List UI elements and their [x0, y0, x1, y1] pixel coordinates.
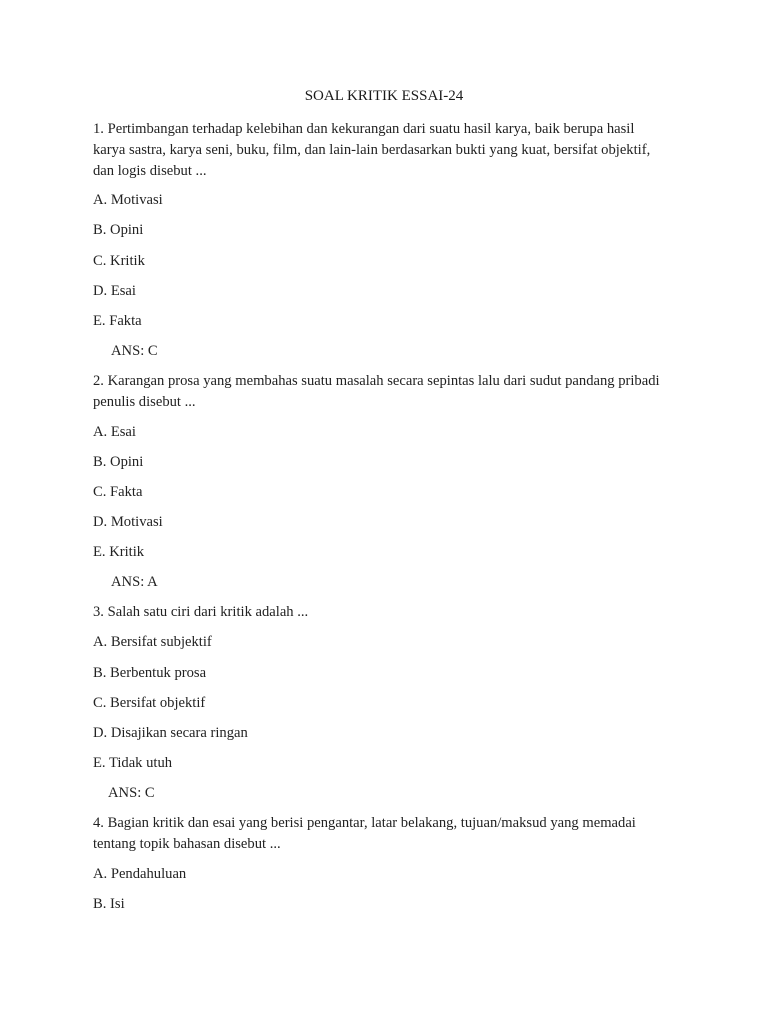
- question-1-line-2: karya sastra, karya seni, buku, film, dan lain-lain berdasarkan bukti yang kuat, bersifat objektif,: [93, 142, 651, 158]
- question-1-line-1: 1. Pertimbangan terhadap kelebihan dan kekurangan dari suatu hasil karya, baik berupa hasil: [93, 121, 635, 137]
- question-2-option-e: E. Kritik: [93, 544, 145, 560]
- question-4-option-b: B. Isi: [93, 896, 125, 912]
- question-2-line-1: 2. Karangan prosa yang membahas suatu masalah secara sepintas lalu dari sudut pandang pribadi: [93, 373, 660, 389]
- question-4-option-a: A. Pendahuluan: [93, 866, 187, 882]
- question-3-option-e: E. Tidak utuh: [93, 755, 173, 771]
- question-2-option-a: A. Esai: [93, 424, 136, 440]
- question-2-option-d: D. Motivasi: [93, 514, 163, 530]
- question-3-option-b: B. Berbentuk prosa: [93, 665, 207, 681]
- question-3-option-c: C. Bersifat objektif: [93, 695, 206, 711]
- question-2-option-b: B. Opini: [93, 454, 144, 470]
- question-3-option-a: A. Bersifat subjektif: [93, 634, 212, 650]
- question-1-option-d: D. Esai: [93, 283, 136, 299]
- question-3-answer: ANS: C: [108, 785, 155, 801]
- question-1-option-b: B. Opini: [93, 222, 144, 238]
- question-3-line-1: 3. Salah satu ciri dari kritik adalah ...: [93, 604, 309, 620]
- question-1-answer: ANS: C: [111, 343, 158, 359]
- question-4-line-1: 4. Bagian kritik dan esai yang berisi pengantar, latar belakang, tujuan/maksud yang memadai: [93, 815, 636, 831]
- question-2-line-2: penulis disebut ...: [93, 394, 196, 410]
- question-1-option-e: E. Fakta: [93, 313, 142, 329]
- document-title: SOAL KRITIK ESSAI-24: [304, 88, 464, 104]
- question-1-option-c: C. Kritik: [93, 253, 145, 269]
- question-1-line-3: dan logis disebut ...: [93, 163, 207, 179]
- question-2-answer: ANS: A: [111, 574, 158, 590]
- question-4-line-2: tentang topik bahasan disebut ...: [93, 836, 281, 852]
- question-3-option-d: D. Disajikan secara ringan: [93, 725, 248, 741]
- question-2-option-c: C. Fakta: [93, 484, 143, 500]
- question-1-option-a: A. Motivasi: [93, 192, 163, 208]
